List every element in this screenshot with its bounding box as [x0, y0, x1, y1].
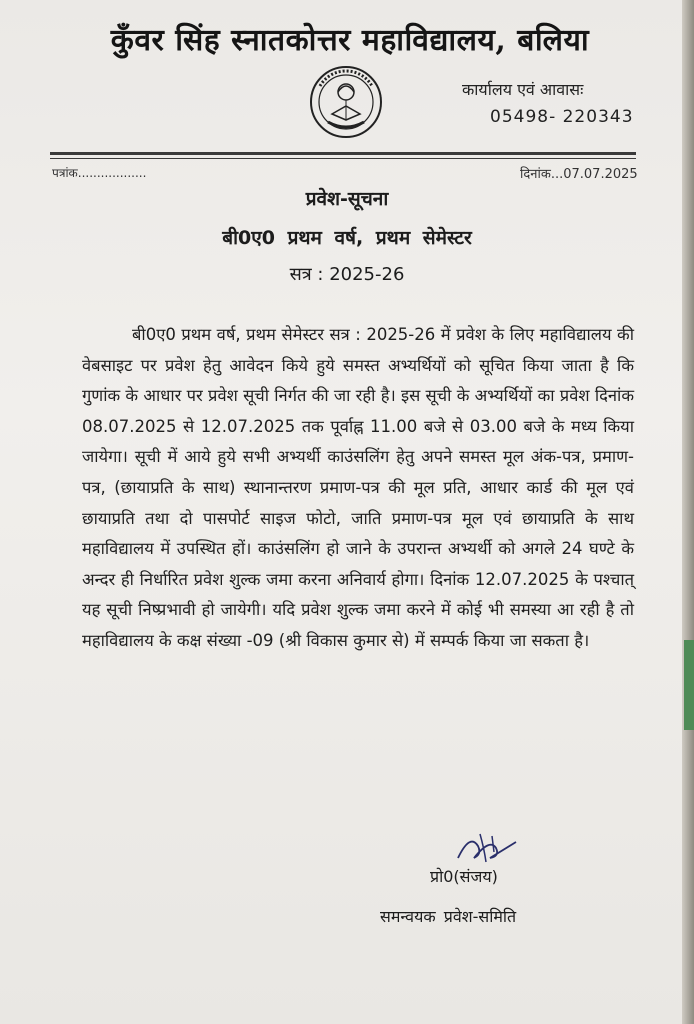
college-emblem-icon: [308, 64, 384, 140]
header-rule: [50, 152, 636, 155]
reference-number: पत्रांक..................: [52, 166, 147, 180]
handwritten-signature: [450, 828, 520, 868]
phone-number: 05498- 220343: [490, 107, 634, 127]
header-rule-thin: [50, 158, 636, 159]
session-line: सत्र : 2025-26: [289, 264, 405, 285]
issue-date: दिनांक...07.07.2025: [520, 167, 638, 182]
notice-title: प्रवेश-सूचना: [305, 188, 389, 210]
background-strip: [684, 640, 694, 730]
office-label: कार्यालय एवं आवासः: [462, 80, 584, 99]
signatory-name: प्रो0(संजय): [430, 867, 498, 886]
college-name: कुँवर सिंह स्नातकोत्तर महाविद्यालय, बलिया: [110, 23, 590, 58]
signatory-designation: समन्वयक प्रवेश-समिति: [380, 907, 517, 926]
notice-body: बी0ए0 प्रथम वर्ष, प्रथम सेमेस्टर सत्र : 2025-26 में प्रवेश के लिए महाविद्यालय की वेबसाइट पर प्रवेश हेतु आवेदन किये हुये समस्त अभ्यर्थियों को सूचित किया जाता है कि गुणांक के आधार पर प्रवेश सूची निर्गत की जा रही है। इस सूची के अभ्यर्थियों का प्रवेश दिनांक 08.07.2025 से 12.07.2025 तक पूर्वाह्न 11.00 बजे से 03.00 बजे के मध्य किया जायेगा। सूची में आये हुये सभी अभ्यर्थी काउंसलिंग हेतु अपने समस्त मूल अंक-पत्र, प्रमाण-पत्र, (छायाप्रति के साथ) स्थानान्तरण प्रमाण-पत्र की मूल प्रति, आधार कार्ड की मूल एवं छायाप्रति तथा दो पासपोर्ट साइज फोटो, जाति प्रमाण-पत्र मूल एवं छायाप्रति के साथ महाविद्यालय में उपस्थित हों। काउंसलिंग हो जाने के उपरान्त अभ्यर्थी को अगले 24 घण्टे के अन्दर ही निर्धारित प्रवेश शुल्क जमा करना अनिवार्य होगा। दिनांक 12.07.2025 के पश्चात् यह सूची निष्प्रभावी हो जायेगी। यदि प्रवेश शुल्क जमा करने में कोई भी समस्या आ रही है तो महाविद्यालय के कक्ष संख्या -09 (श्री विकास कुमार से) में सम्पर्क किया जा सकता है।: [82, 325, 634, 650]
paper-edge: [682, 0, 694, 1024]
class-line: बी0ए0 प्रथम वर्ष, प्रथम सेमेस्टर: [222, 227, 472, 249]
